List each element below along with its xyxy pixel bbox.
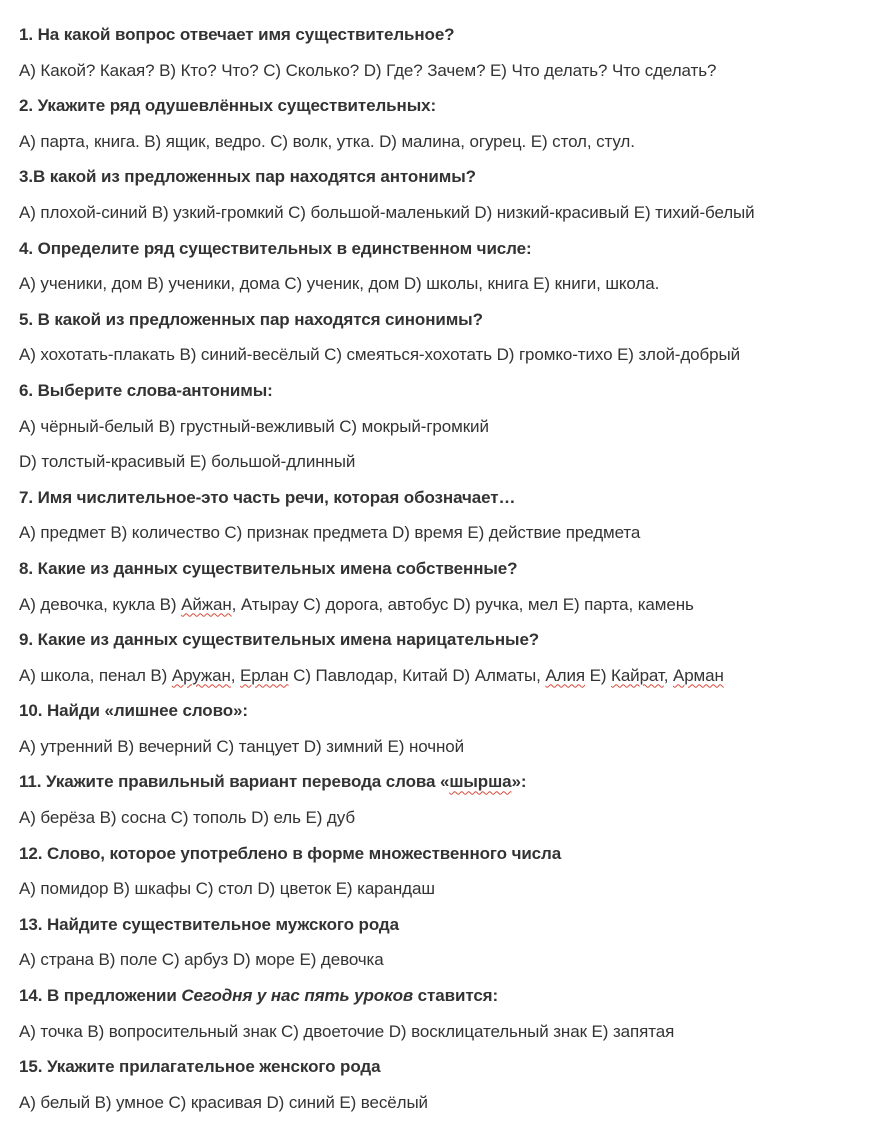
- text-segment: 2. Укажите ряд одушевлённых существительных:: [19, 96, 437, 116]
- answer-options-3: [19, 200, 872, 236]
- text-segment: А) хохотать-плакать В) синий-весёлый С) смеяться-хохотать D) громко-тихо Е) злой-добрый: [19, 345, 740, 365]
- text-segment: А) чёрный-белый В) грустный-вежливый С) мокрый-громкий: [19, 416, 489, 436]
- question-15: [19, 1054, 872, 1090]
- answer-options-16: [19, 1090, 872, 1126]
- text-segment: А) парта, книга. В) ящик, ведро. С) волк, утка. D) малина, огурец. Е) стол, стул.: [19, 131, 635, 151]
- text-segment: 9. Какие из данных существительных имена нарицательные?: [19, 630, 540, 650]
- text-segment: А) школа, пенал В): [19, 665, 172, 685]
- answer-options-1: [19, 58, 872, 94]
- answer-options-11: [19, 734, 872, 770]
- text-segment: ,: [230, 665, 241, 685]
- text-segment: 12. Слово, которое употреблено в форме множественного числа: [19, 843, 562, 863]
- text-segment: D) толстый-красивый Е) большой-длинный: [19, 452, 356, 472]
- text-segment: »:: [511, 772, 527, 792]
- answer-options-8: [19, 520, 872, 556]
- question-3: [19, 164, 872, 200]
- misspelled-word: Аружан: [171, 665, 231, 685]
- answer-options-15: [19, 1019, 872, 1055]
- misspelled-word: Кайрат: [611, 665, 664, 685]
- text-segment: 15. Укажите прилагательное женского рода: [19, 1057, 381, 1077]
- answer-options-2: [19, 129, 872, 165]
- text-segment: , Атырау С) дорога, автобус D) ручка, мел Е) парта, камень: [231, 594, 694, 614]
- text-segment: А) предмет В) количество С) признак предмета D) время Е) действие предмета: [19, 523, 641, 543]
- text-segment: 5. В какой из предложенных пар находятся синонимы?: [19, 309, 483, 329]
- answer-options-10: [19, 663, 872, 699]
- misspelled-word: шырша: [449, 772, 512, 792]
- text-segment: А) Какой? Какая? В) Кто? Что? С) Сколько? D) Где? Зачем? Е) Что делать? Что сделать?: [19, 60, 717, 80]
- answer-options-6: [19, 414, 872, 450]
- answer-options-4: [19, 271, 872, 307]
- text-segment: 11. Укажите правильный вариант перевода слова «: [19, 772, 450, 792]
- question-11: [19, 769, 872, 805]
- answer-options-14: [19, 947, 872, 983]
- text-segment: А) ученики, дом В) ученики, дома С) ученик, дом D) школы, книга Е) книги, школа.: [19, 274, 660, 294]
- answer-options-12: [19, 805, 872, 841]
- text-segment: Е): [584, 665, 612, 685]
- question-7: [19, 485, 872, 521]
- question-2: [19, 93, 872, 129]
- misspelled-word: Алия: [545, 665, 585, 685]
- text-segment: А) берёза В) сосна С) тополь D) ель Е) дуб: [19, 808, 355, 828]
- question-12: [19, 841, 872, 877]
- answer-options-9: [19, 592, 872, 628]
- question-14: [19, 983, 872, 1019]
- text-segment: А) утренний В) вечерний С) танцует D) зимний Е) ночной: [19, 736, 465, 756]
- text-segment: 8. Какие из данных существительных имена собственные?: [19, 558, 518, 578]
- question-6: [19, 378, 872, 414]
- text-segment: 3.В какой из предложенных пар находятся антонимы?: [19, 167, 476, 187]
- text-segment: ,: [663, 665, 673, 685]
- text-segment: А) девочка, кукла В): [19, 594, 182, 614]
- question-1: [19, 22, 872, 58]
- misspelled-word: Айжан: [181, 594, 232, 614]
- answer-options-13: [19, 876, 872, 912]
- italic-phrase: Сегодня у нас пять уроков: [181, 986, 414, 1006]
- question-10: [19, 698, 872, 734]
- text-segment: А) плохой-синий В) узкий-громкий С) большой-маленький D) низкий-красивый Е) тихий-белый: [19, 202, 755, 222]
- text-segment: 7. Имя числительное-это часть речи, которая обозначает…: [19, 487, 516, 507]
- text-segment: А) точка В) вопросительный знак С) двоеточие D) восклицательный знак Е) запятая: [19, 1021, 675, 1041]
- text-segment: А) страна В) поле С) арбуз D) море Е) девочка: [19, 950, 384, 970]
- text-segment: 14. В предложении: [19, 986, 182, 1006]
- text-segment: С) Павлодар, Китай D) Алматы,: [288, 665, 546, 685]
- text-segment: А) помидор В) шкафы С) стол D) цветок Е) карандаш: [19, 879, 435, 899]
- text-segment: 6. Выберите слова-антонимы:: [19, 380, 273, 400]
- answer-options-7: [19, 449, 872, 485]
- question-4: [19, 236, 872, 272]
- quiz-document: [19, 22, 872, 1125]
- question-8: [19, 556, 872, 592]
- text-segment: А) белый В) умное С) красивая D) синий Е) весёлый: [19, 1092, 428, 1112]
- question-9: [19, 627, 872, 663]
- text-segment: 1. На какой вопрос отвечает имя существительное?: [19, 25, 455, 44]
- misspelled-word: Арман: [672, 665, 724, 685]
- answer-options-5: [19, 342, 872, 378]
- question-13: [19, 912, 872, 948]
- text-segment: 13. Найдите существительное мужского рода: [19, 914, 399, 934]
- text-segment: 4. Определите ряд существительных в единственном числе:: [19, 238, 532, 258]
- text-segment: ставится:: [413, 986, 499, 1006]
- misspelled-word: Ерлан: [240, 665, 289, 685]
- text-segment: 10. Найди «лишнее слово»:: [19, 701, 248, 721]
- question-5: [19, 307, 872, 343]
